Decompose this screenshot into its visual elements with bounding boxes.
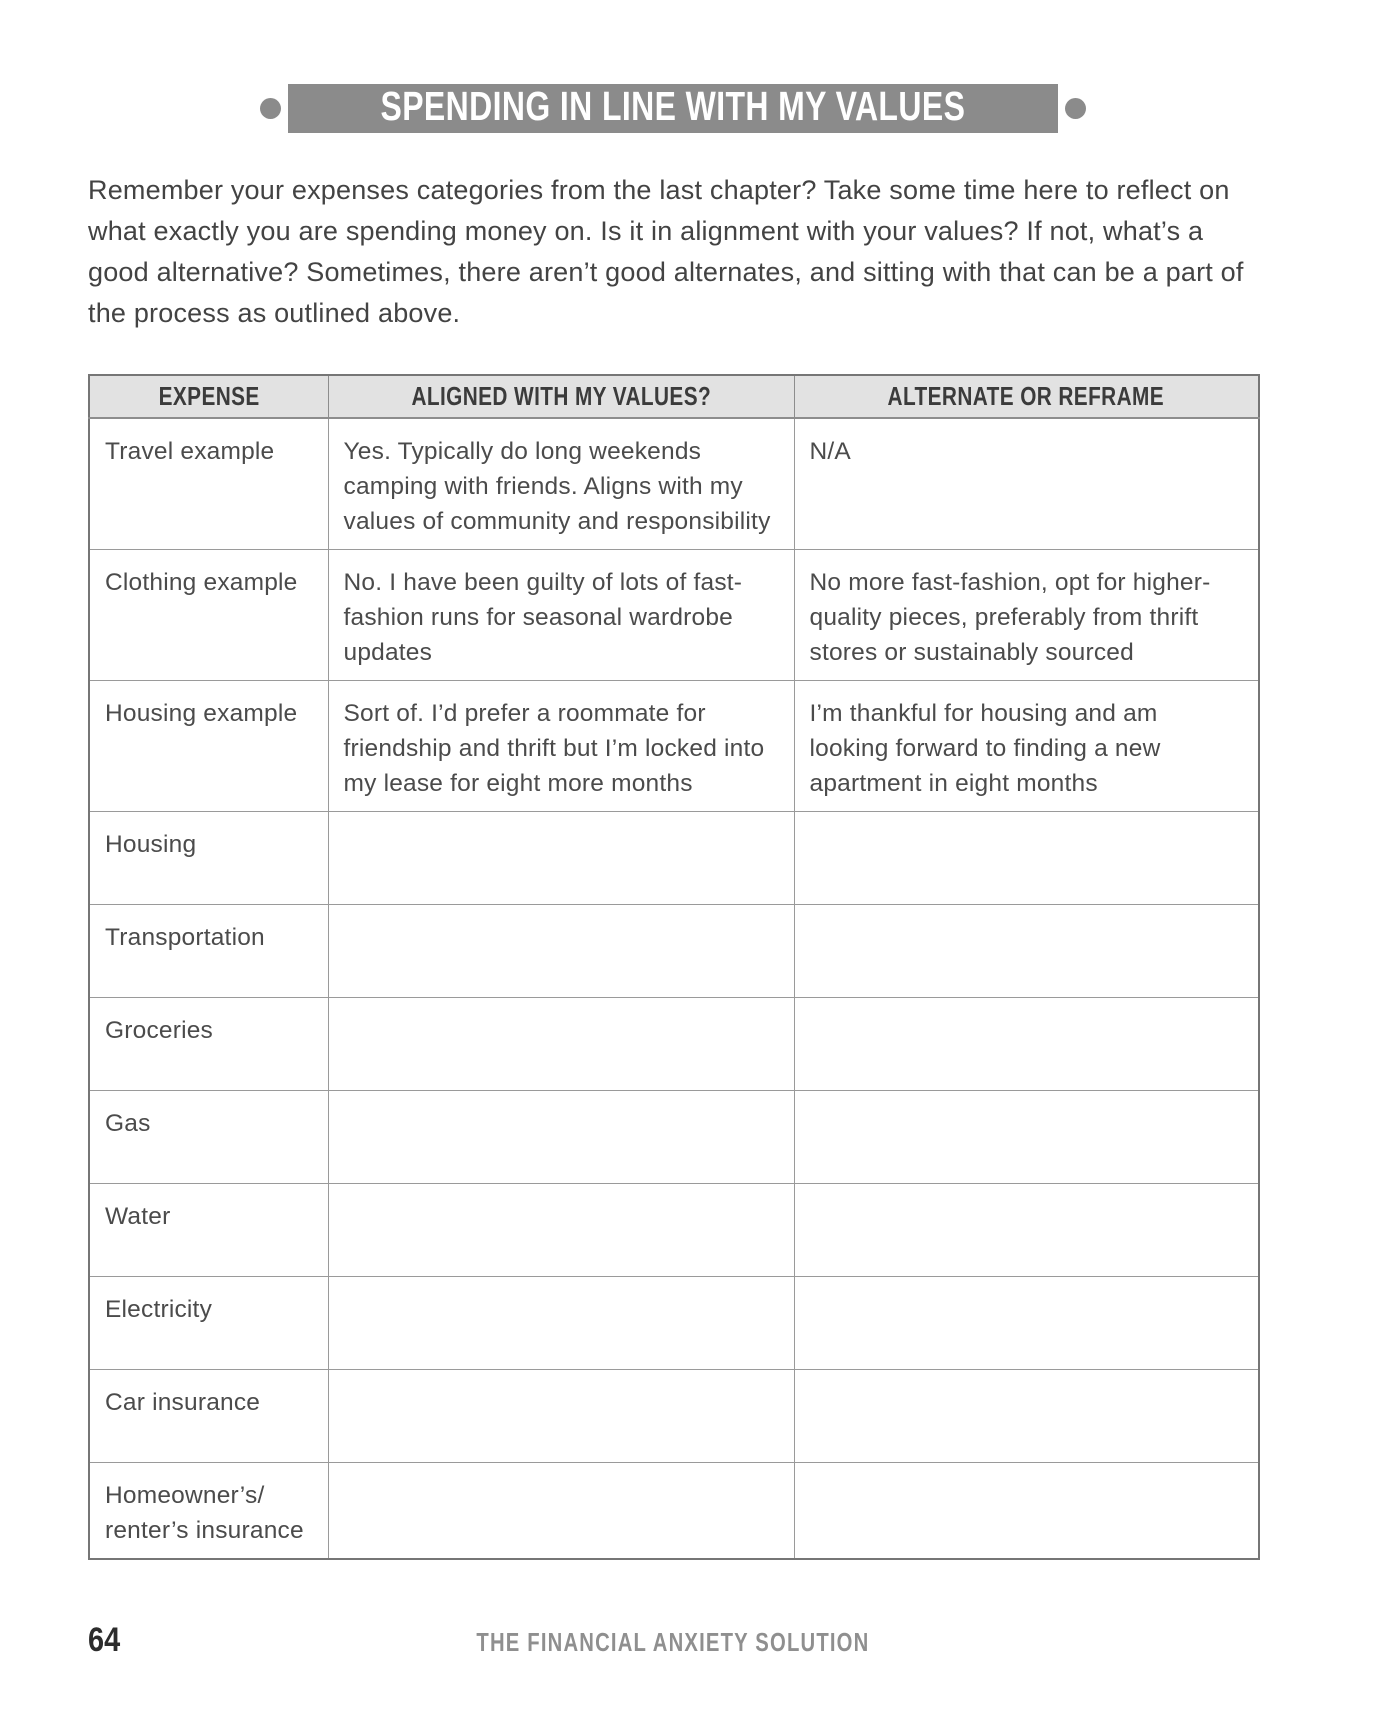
- aligned-blank-cell: [328, 1370, 794, 1463]
- running-footer: [88, 1627, 1258, 1658]
- expense-cell: Housing example: [89, 681, 328, 812]
- alternate-blank-cell: [794, 905, 1259, 998]
- aligned-cell: Sort of. I’d prefer a roommate for friendship and thrift but I’m locked into my lease for eight more months: [328, 681, 794, 812]
- aligned-blank-cell: [328, 905, 794, 998]
- expense-cell: Gas: [89, 1091, 328, 1184]
- aligned-cell: No. I have been guilty of lots of fast-fashion runs for seasonal wardrobe updates: [328, 550, 794, 681]
- table-row: [89, 1463, 1259, 1560]
- alternate-blank-cell: [794, 1370, 1259, 1463]
- table-row: [89, 1184, 1259, 1277]
- table-row: [89, 905, 1259, 998]
- expense-cell: Travel example: [89, 418, 328, 550]
- aligned-cell: Yes. Typically do long weekends camping with friends. Aligns with my values of community and responsibility: [328, 418, 794, 550]
- alternate-cell: N/A: [794, 418, 1259, 550]
- table-row: [89, 681, 1259, 812]
- book-title: THE FINANCIAL ANXIETY SOLUTION: [476, 1627, 870, 1657]
- intro-paragraph: Remember your expenses categories from the last chapter? Take some time here to reflect on what exactly you are spending money on. Is it in alignment with your values? If not, what’s a good alternative? Sometimes, there aren’t good alternates, and sitting with that can be a part of the process as outlined above.: [88, 175, 1244, 328]
- expense-cell: Housing: [89, 812, 328, 905]
- aligned-blank-cell: [328, 998, 794, 1091]
- section-title-banner: [288, 84, 1058, 133]
- bullet-dot-right-icon: [1065, 98, 1086, 119]
- expense-cell: Clothing example: [89, 550, 328, 681]
- alternate-blank-cell: [794, 1184, 1259, 1277]
- expense-cell: Car insurance: [89, 1370, 328, 1463]
- table-header-row: [89, 375, 1259, 418]
- alternate-cell: No more fast-fashion, opt for higher-quality pieces, preferably from thrift stores or sustainably sourced: [794, 550, 1259, 681]
- expense-cell: Water: [89, 1184, 328, 1277]
- aligned-blank-cell: [328, 1277, 794, 1370]
- alternate-blank-cell: [794, 998, 1259, 1091]
- alternate-blank-cell: [794, 1091, 1259, 1184]
- aligned-blank-cell: [328, 1091, 794, 1184]
- header-expense: EXPENSE: [89, 375, 328, 418]
- header-aligned: ALIGNED WITH MY VALUES?: [328, 375, 794, 418]
- aligned-blank-cell: [328, 1463, 794, 1560]
- table-row: [89, 550, 1259, 681]
- expense-cell: Electricity: [89, 1277, 328, 1370]
- expense-cell: Transportation: [89, 905, 328, 998]
- section-title-row: [88, 84, 1258, 133]
- header-alternate: ALTERNATE OR REFRAME: [794, 375, 1259, 418]
- table-row: [89, 1277, 1259, 1370]
- table-row: [89, 418, 1259, 550]
- page-number: 64: [88, 1621, 121, 1659]
- alternate-blank-cell: [794, 1277, 1259, 1370]
- aligned-blank-cell: [328, 812, 794, 905]
- section-title: SPENDING IN LINE WITH MY VALUES: [380, 83, 966, 129]
- page-footer: [88, 1615, 1258, 1665]
- values-worksheet-table: [88, 374, 1260, 1560]
- page-content: [88, 0, 1258, 1560]
- alternate-blank-cell: [794, 812, 1259, 905]
- alternate-blank-cell: [794, 1463, 1259, 1560]
- expense-cell: Homeowner’s/ renter’s insurance: [89, 1463, 328, 1560]
- aligned-blank-cell: [328, 1184, 794, 1277]
- table-row: [89, 812, 1259, 905]
- table-row: [89, 1370, 1259, 1463]
- expense-cell: Groceries: [89, 998, 328, 1091]
- table-row: [89, 1091, 1259, 1184]
- bullet-dot-left-icon: [260, 98, 281, 119]
- table-row: [89, 998, 1259, 1091]
- alternate-cell: I’m thankful for housing and am looking forward to finding a new apartment in eight months: [794, 681, 1259, 812]
